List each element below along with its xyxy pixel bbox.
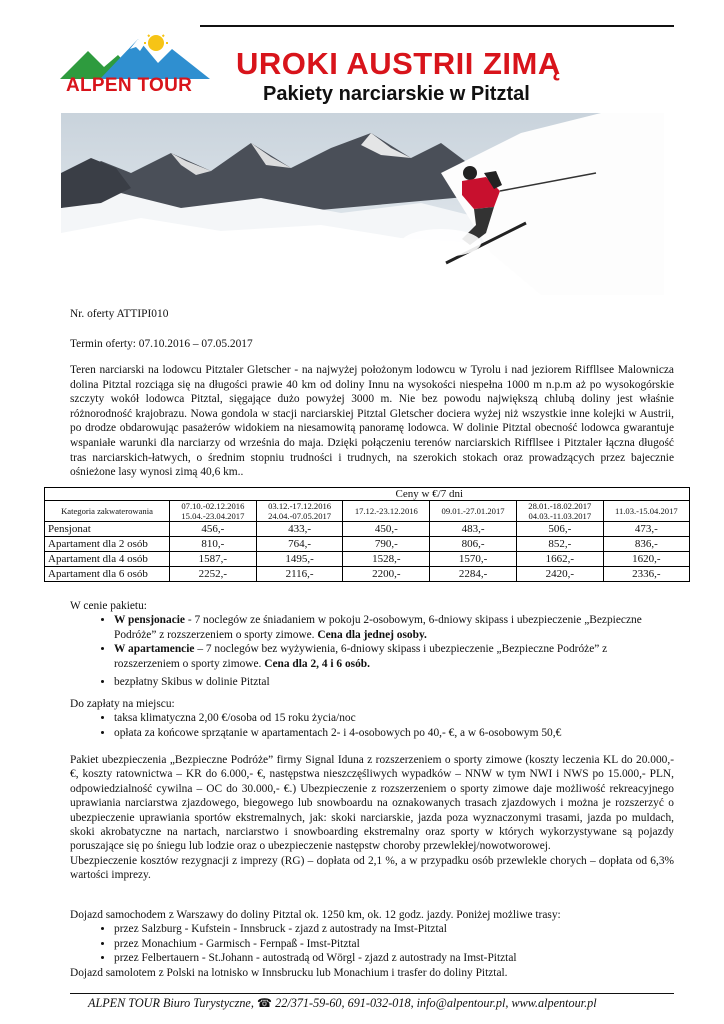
price-cell: 473,-: [603, 522, 689, 537]
on-site-heading: Do zapłaty na miejscu:: [70, 698, 175, 710]
price-cell: 1495,-: [256, 552, 343, 567]
price-cell: 806,-: [430, 537, 517, 552]
price-cell: 1620,-: [603, 552, 689, 567]
included-section: [70, 599, 674, 689]
price-cell: 790,-: [343, 537, 430, 552]
price-table: [44, 487, 690, 582]
on-site-list: [70, 711, 674, 740]
footer-contacts: 22/371-59-60, 691-032-018, info@alpentour.pl, www.alpentour.pl: [275, 996, 597, 1010]
included-heading: W cenie pakietu:: [70, 600, 147, 612]
price-cell: 450,-: [343, 522, 430, 537]
logo-text: ALPEN TOUR: [66, 75, 193, 96]
footer-company: ALPEN TOUR Biuro Turystyczne,: [88, 996, 254, 1010]
price-cell: 2116,-: [256, 567, 343, 582]
skier-photo: [61, 113, 664, 295]
price-cell: 2252,-: [170, 567, 257, 582]
travel-section: [70, 908, 674, 980]
plane-info: Dojazd samolotem z Polski na lotnisko w Innsbrucku lub Monachium i trasfer do doliny Pitztal.: [70, 966, 508, 979]
price-cell: 764,-: [256, 537, 343, 552]
routes-list: [70, 922, 674, 965]
alpen-tour-logo: [60, 33, 220, 103]
price-cell: 2336,-: [603, 567, 689, 582]
price-table-caption-spacer: [45, 488, 170, 501]
on-site-section: [70, 697, 674, 740]
included-list: [70, 613, 674, 689]
offer-number: Nr. oferty ATTIPI010: [70, 308, 169, 320]
period-header: 17.12.-23.12.2016: [343, 501, 430, 522]
insurance-section: [70, 753, 674, 883]
row-label: Apartament dla 4 osób: [45, 552, 170, 567]
price-cell: 433,-: [256, 522, 343, 537]
price-table-caption: Ceny w €/7 dni: [170, 488, 690, 501]
header-rule: [200, 25, 674, 27]
list-item: • przez Monachium - Garmisch - Fernpaß - Imst-Pitztal: [114, 937, 674, 951]
price-cell: 1662,-: [516, 552, 603, 567]
row-label: Apartament dla 2 osób: [45, 537, 170, 552]
price-cell: 2200,-: [343, 567, 430, 582]
price-cell: 2420,-: [516, 567, 603, 582]
list-item: • W pensjonacie - 7 noclegów ze śniadaniem w pokoju 2-osobowym, 6-dniowy skipass i ubezpieczenie „Bezpieczne Podróże” z rozszerzeniem o sporty zimowe. Cena dla jednej osoby.: [114, 613, 674, 642]
footer: [88, 996, 597, 1011]
offer-term: Termin oferty: 07.10.2016 – 07.05.2017: [70, 338, 253, 350]
price-cell: 456,-: [170, 522, 257, 537]
price-cell: 1587,-: [170, 552, 257, 567]
resort-description: Teren narciarski na lodowcu Pitztaler Gletscher - na najwyżej położonym lodowcu w Tyrolu i nad jeziorem Riffllsee Malownicza dolina Pitztal rozciąga się na długości prawie 40 km od doliny Innu na wysokości niespełna 1000 m n.p.m aż po wysokogórskie szczyty wokół lodowca Pitztal, sięgające dużo powyżej 3000 m. Nie bez powodu największą chlubą doliny jest właśnie różnorodność krajobrazu. Nowa gondola w stacji narciarskiej Pitztal Gletscher dociera wyżej niż wszystkie inne kolejki w Austrii, po drodze obdarowując pasażerów widokiem na niesamowitą panoramę lodowca. W dolinie Pitztal obecność lodowca gwarantuje wspaniałe warunki dla narciarzy od września do maja. Dzięki połączeniu terenów narciarskich Riffllsee i Pitztaler łączna długość tras narciarskich-łatwych, o średnim stopniu trudności i trudnych, na szerokich stokach oraz prowadzących przez bajecznie ośnieżone lasy wynosi zimą 40,6 km..: [70, 364, 674, 479]
list-item: • W apartamencie – 7 noclegów bez wyżywienia, 6-dniowy skipass i ubezpieczenie „Bezpieczne Podróże” z rozszerzeniem o sporty zimowe. Cena dla 2, 4 i 6 osób.: [114, 642, 674, 671]
period-header: 03.12.-17.12.2016 24.04.-07.05.2017: [256, 501, 343, 522]
page-subtitle: Pakiety narciarskie w Pitztal: [263, 83, 530, 105]
table-row: [45, 522, 690, 537]
period-header: 28.01.-18.02.2017 04.03.-11.03.2017: [516, 501, 603, 522]
price-cell: 836,-: [603, 537, 689, 552]
price-cell: 1528,-: [343, 552, 430, 567]
list-item: • przez Felbertauern - St.Johann - autostradą od Wörgl - zjazd z autostrady na Imst-Pitztal: [114, 951, 674, 965]
list-item: • opłata za końcowe sprzątanie w apartamentach 2- i 4-osobowych po 40,- €, a w 6-osobowym 50,€: [114, 726, 674, 740]
table-row: [45, 567, 690, 582]
list-item: • przez Salzburg - Kufstein - Innsbruck - zjazd z autostrady na Imst-Pitztal: [114, 922, 674, 936]
row-label: Pensjonat: [45, 522, 170, 537]
period-header: 11.03.-15.04.2017: [603, 501, 689, 522]
price-cell: 852,-: [516, 537, 603, 552]
period-header: 07.10.-02.12.2016 15.04.-23.04.2017: [170, 501, 257, 522]
table-row: [45, 537, 690, 552]
category-header: Kategoria zakwaterowania: [45, 501, 170, 522]
footer-rule: [70, 993, 674, 994]
page-title: UROKI AUSTRII ZIMĄ: [236, 46, 561, 81]
list-item: • bezpłatny Skibus w dolinie Pitztal: [114, 675, 674, 689]
travel-intro: Dojazd samochodem z Warszawy do doliny Pitztal ok. 1250 km, ok. 12 godz. jazdy. Poniżej możliwe trasy:: [70, 909, 561, 921]
price-cell: 506,-: [516, 522, 603, 537]
row-label: Apartament dla 6 osób: [45, 567, 170, 582]
price-cell: 2284,-: [430, 567, 517, 582]
price-table-header: [45, 501, 690, 522]
insurance-text: Pakiet ubezpieczenia „Bezpieczne Podróże” firmy Signal Iduna z rozszerzeniem o sporty zimowe (koszty leczenia KL do 20.000,- €, koszty ratownictwa – KR do 6.000,- €, następstwa nieszczęśliwych wypadków – NNW w tym NWI i NWS po 15.000,- PLN, odpowiedzialność cywilna – OC do 30.000,- €.) Ubezpieczenie z rozszerzeniem o sporty zimowe daje możliwość rekreacyjnego uprawiania narciarstwa zjazdowego, biegowego lub snowboardu na oznakowanych trasach zjazdowych i można je rozszerzyć o ubezpieczenie uprawiania sportów ekstremalnych, jak: skoki narciarskie, jazda poza wyznaczonymi trasami, jazda po muldach, skoki akrobatyczne na nartach, narciarstwo i snowboarding ekstremalny oraz sporty w których wykorzystywane są pojazdy poruszające się po śniegu lub lodzie oraz o ubezpieczenie następstw choroby przewlekłej/nowotworowej.: [70, 754, 674, 853]
price-cell: 1570,-: [430, 552, 517, 567]
cancellation-text: Ubezpieczenie kosztów rezygnacji z imprezy (RG) – dopłata od 2,1 %, a w przypadku osób przewlekle chorych – dopłata od 6,3% wartości imprezy.: [70, 854, 674, 882]
price-cell: 483,-: [430, 522, 517, 537]
phone-icon: ☎: [256, 996, 273, 1010]
price-cell: 810,-: [170, 537, 257, 552]
period-header: 09.01.-27.01.2017: [430, 501, 517, 522]
table-row: [45, 552, 690, 567]
list-item: • taksa klimatyczna 2,00 €/osoba od 15 roku życia/noc: [114, 711, 674, 725]
